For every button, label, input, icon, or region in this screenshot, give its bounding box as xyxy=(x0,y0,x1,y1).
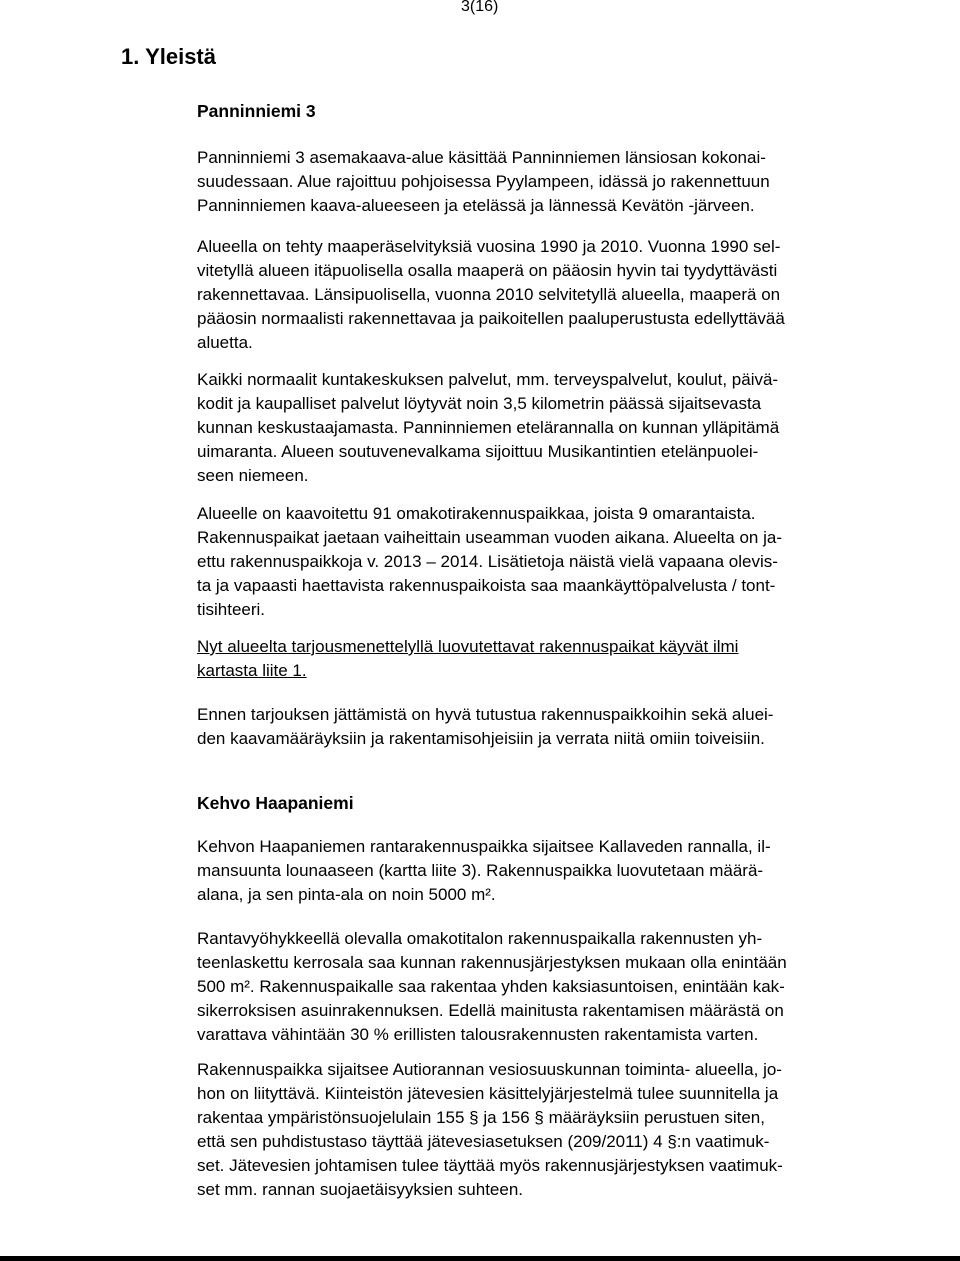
soil-survey-paragraph: Alueella on tehty maaperäselvityksiä vuosina 1990 ja 2010. Vuonna 1990 sel- vitetyllä alueen itäpuolisella osalla maaperä on pääosin hyvin tai tyydyttävästi rakennettavaa. Länsipuolisella, vuonna 2010 selvitetyllä alueella, maaperä on pääosin normaalisti rakennettavaa ja paikoitellen paaluperustusta edellyttävää aluetta. xyxy=(197,237,785,352)
bottom-rule xyxy=(0,1256,960,1261)
panninniemi-intro-paragraph: Panninniemi 3 asemakaava-alue käsittää Panninniemen länsiosan kokonai- suudessaan. Alue rajoittuu pohjoisessa Pyylampeen, idässä jo rakennettuun Panninniemen kaava-alueeseen ja etelässä ja lännessä Kevätön -järveen. xyxy=(197,148,770,215)
kehvo-intro-paragraph: Kehvon Haapaniemen rantarakennuspaikka sijaitsee Kallaveden rannalla, il- mansuunta lounaaseen (kartta liite 3). Rakennuspaikka luovutetaan määrä- alana, ja sen pinta-ala on noin 5000 m². xyxy=(197,837,771,904)
panninniemi-heading: Panninniemi 3 xyxy=(197,101,316,121)
building-plots-paragraph: Alueelle on kaavoitettu 91 omakotirakennuspaikkaa, joista 9 omarantaista. Rakennuspaikat jaetaan vaiheittain useamman vuoden aikana. Alueelta on ja- ettu rakennuspaikkoja v. 2013 – 2014. Lisätietoja näistä vielä vapaana olevis- ta ja vapaasti haettavista rakennuspaikoista saa maankäyttöpalvelusta / tont- tisihteeri. xyxy=(197,504,783,619)
kehvo-heading: Kehvo Haapaniemi xyxy=(197,793,354,813)
wastewater-paragraph: Rakennuspaikka sijaitsee Autiorannan vesiosuuskunnan toiminta- alueella, jo- hon on liityttävä. Kiinteistön jätevesien käsittelyjärjestelmä tulee suunnitella ja rakentaa ympäristönsuojelulain 155 § ja 156 § määräyksiin perustuen siten, että sen puhdistustaso täyttää jätevesiasetuksen (209/2011) 4 §:n vaatimuk- set. Jätevesien johtamisen tulee täyttää myös rakennusjärjestyksen vaatimuk- set mm. rannan suojaetäisyyksien suhteen. xyxy=(197,1060,783,1199)
services-paragraph: Kaikki normaalit kuntakeskuksen palvelut, mm. terveyspalvelut, koulut, päivä- kodit ja kaupalliset palvelut löytyvät noin 3,5 kilometrin päässä sijaitsevasta kunnan keskustaajamasta. Panninniemen etelärannalla on kunnan ylläpitämä uimaranta. Alueen soutuvenevalkama sijoittuu Musikantintien etelänpuolei- seen niemeen. xyxy=(197,370,780,485)
shore-zone-paragraph: Rantavyöhykkeellä olevalla omakotitalon rakennuspaikalla rakennusten yh- teenlaskettu kerrosala saa kunnan rakennusjärjestyksen mukaan olla enintään 500 m². Rakennuspaikalle saa rakentaa yhden kaksiasuntoisen, enintään kak- sikerroksisen asuinrakennuksen. Edellä mainitusta rakentamisen määrästä on varattava vähintään 30 % erillisten talousrakennusten rakentamista varten. xyxy=(197,929,787,1044)
advice-paragraph: Ennen tarjouksen jättämistä on hyvä tutustua rakennuspaikkoihin sekä aluei- den kaavamääräyksiin ja rakentamisohjeisiin ja verrata niitä omiin toiveisiin. xyxy=(197,705,774,748)
tender-plots-notice: Nyt alueelta tarjousmenettelyllä luovutettavat rakennuspaikat käyvät ilmi kartasta liite 1. xyxy=(197,637,739,680)
page-number: 3(16) xyxy=(461,0,499,15)
section-heading: 1. Yleistä xyxy=(121,44,216,69)
